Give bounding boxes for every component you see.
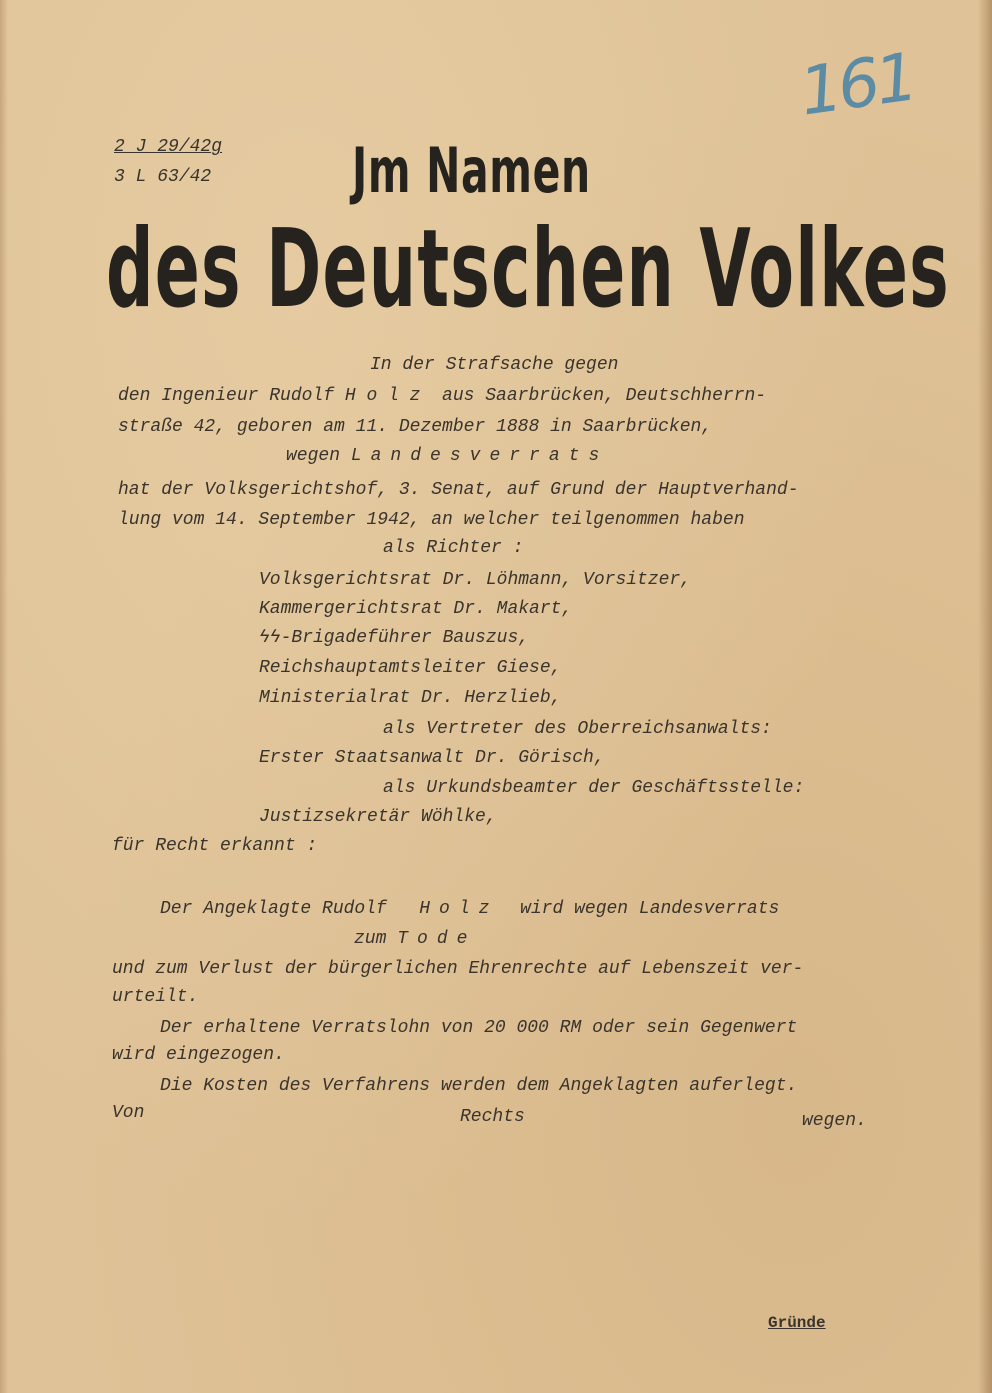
verdict-line-1 [160, 900, 779, 918]
verdict-line-7: Die Kosten des Verfahrens werden dem Angeklagten auferlegt. [160, 1076, 798, 1096]
next-section-heading: Gründe [768, 1314, 826, 1332]
verdict-sentence [354, 930, 476, 948]
closing-rechts: Rechts [460, 1107, 525, 1127]
defendant-name: Holz [419, 899, 499, 919]
paper-edge-right [978, 0, 992, 1393]
handwritten-page-number: 161 [795, 38, 919, 131]
closing-wegen: wegen. [802, 1111, 867, 1131]
judge-4: Reichshauptamtsleiter Giese, [259, 658, 562, 678]
recognized-line: für Recht erkannt : [112, 836, 318, 856]
verdict-prefix: Der Angeklagte Rudolf [160, 899, 387, 919]
court-line-1: hat der Volksgerichtshof, 3. Senat, auf Grund der Hauptverhand- [118, 480, 799, 500]
defendant-line-1: den Ingenieur Rudolf H o l z aus Saarbrücken, Deutschherrn- [118, 386, 767, 406]
headline-line-2: des Deutschen Volkes [106, 207, 950, 332]
file-reference-1: 2 J 29/42g [114, 137, 223, 157]
defendant-line-2: straße 42, geboren am 11. Dezember 1888 in Saarbrücken, [118, 417, 713, 437]
headline-line-1: Jm Namen [352, 134, 591, 207]
prosecutor: Erster Staatsanwalt Dr. Görisch, [259, 748, 605, 768]
sentence-prefix: zum [354, 929, 387, 949]
verdict-line-6: wird eingezogen. [112, 1045, 285, 1065]
charge-prefix: wegen [286, 446, 341, 466]
charge-line [286, 447, 608, 465]
prosecutor-label: als Vertreter des Oberreichsanwalts: [383, 719, 772, 739]
court-line-2: lung vom 14. September 1942, an welcher teilgenommen haben [118, 510, 745, 530]
judges-label: als Richter : [383, 538, 524, 558]
verdict-line-5: Der erhaltene Verratslohn von 20 000 RM oder sein Gegenwert [160, 1018, 798, 1038]
judge-2: Kammergerichtsrat Dr. Makart, [259, 599, 573, 619]
clerk-label: als Urkundsbeamter der Geschäftsstelle: [383, 778, 805, 798]
clerk: Justizsekretär Wöhlke, [259, 807, 497, 827]
file-reference-2: 3 L 63/42 [114, 167, 212, 187]
paper-edge-left [0, 0, 8, 1393]
judge-5: Ministerialrat Dr. Herzlieb, [259, 688, 562, 708]
charge: Landesverrats [350, 446, 609, 466]
preamble-intro: In der Strafsache gegen [370, 355, 619, 375]
judge-3: ϟϟ-Brigadeführer Bauszus, [259, 628, 530, 648]
verdict-line-3: und zum Verlust der bürgerlichen Ehrenrechte auf Lebenszeit ver- [112, 959, 804, 979]
verdict-line-4: urteilt. [112, 987, 199, 1007]
sentence: Tode [397, 929, 477, 949]
verdict-suffix: wird wegen Landesverrats [520, 899, 780, 919]
judge-1: Volksgerichtsrat Dr. Löhmann, Vorsitzer, [259, 570, 692, 590]
closing-von: Von [112, 1103, 145, 1123]
